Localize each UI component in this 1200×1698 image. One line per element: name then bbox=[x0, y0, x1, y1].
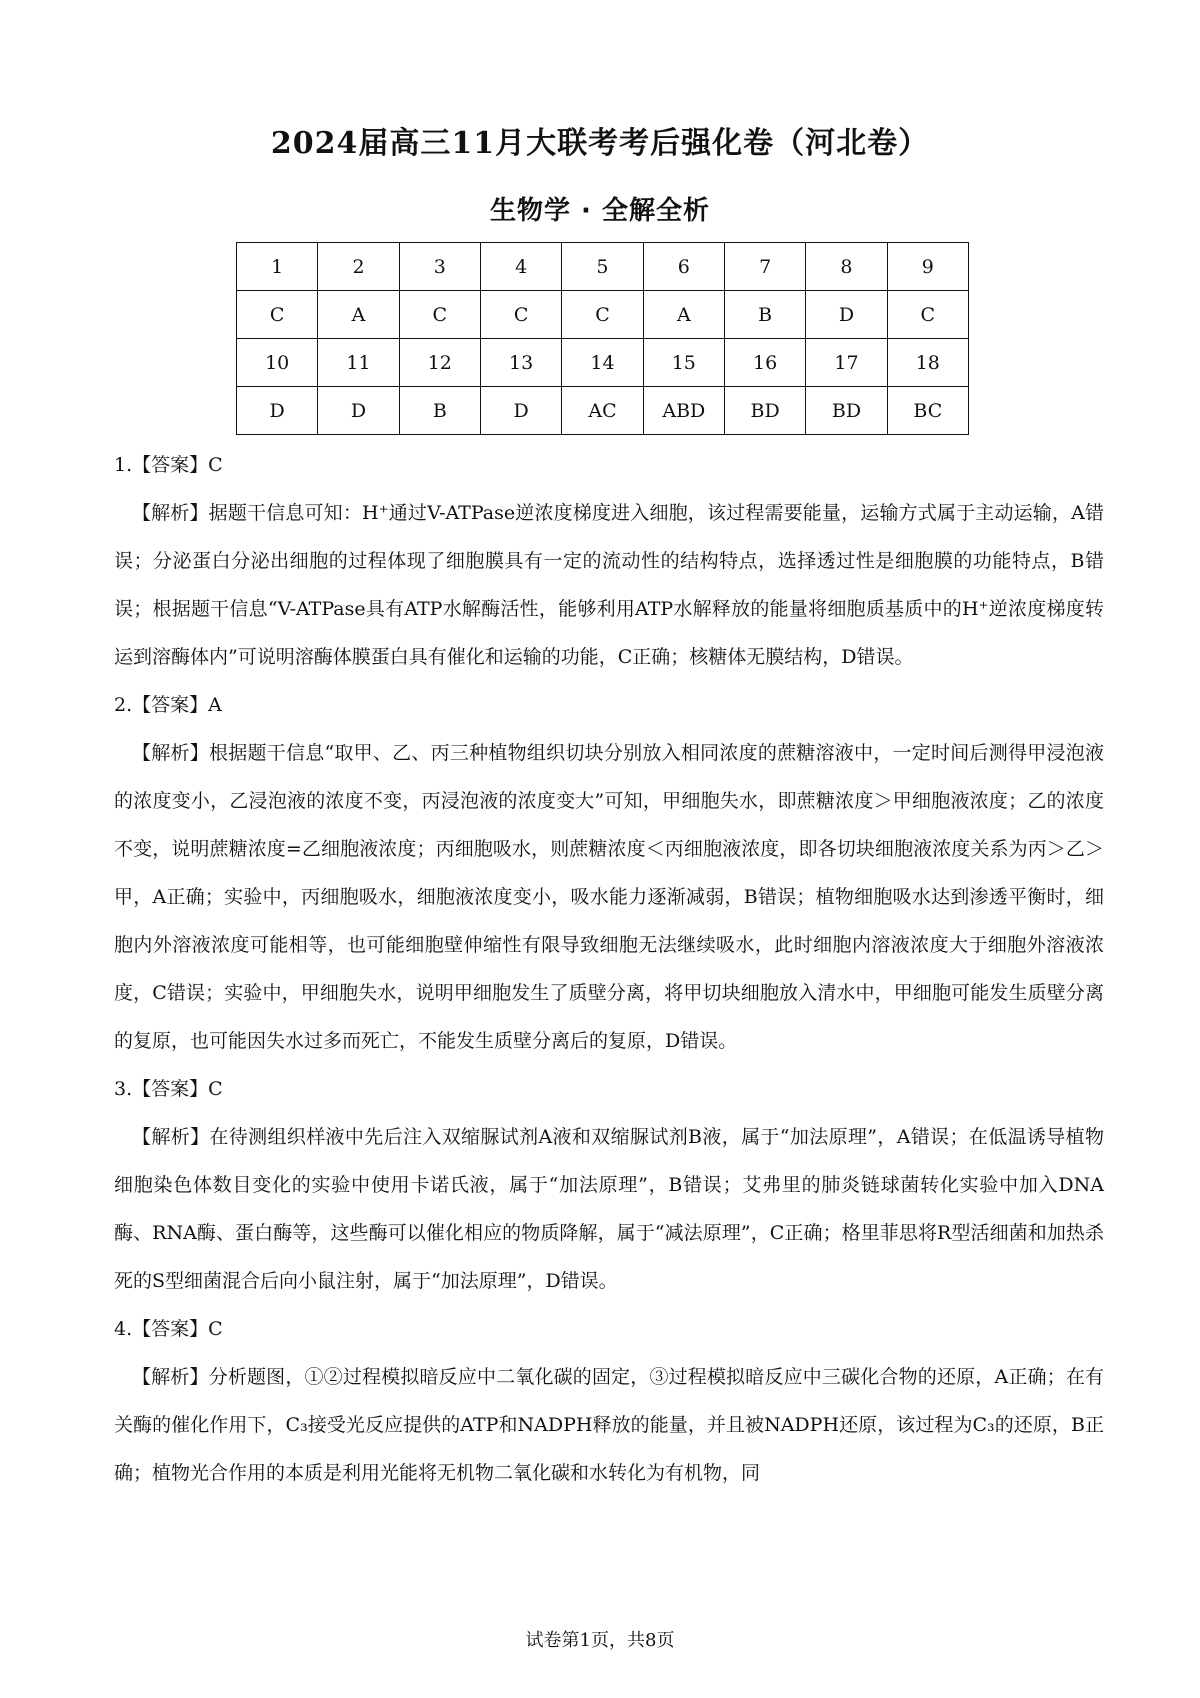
answer-label: 1.【答案】C bbox=[114, 454, 223, 476]
question-number-cell: 14 bbox=[562, 339, 643, 387]
question-number-cell: 8 bbox=[806, 243, 887, 291]
answer-label: 4.【答案】C bbox=[114, 1318, 223, 1340]
answer-table-row bbox=[237, 339, 969, 387]
question-block bbox=[114, 681, 1104, 1065]
answer-cell: A bbox=[643, 291, 724, 339]
question-block bbox=[114, 1065, 1104, 1305]
answer-cell: C bbox=[887, 291, 968, 339]
answer-cell: C bbox=[480, 291, 561, 339]
question-block bbox=[114, 1305, 1104, 1497]
answer-table bbox=[236, 242, 969, 435]
answer-cell: A bbox=[318, 291, 399, 339]
answer-cell: D bbox=[806, 291, 887, 339]
answer-label: 2.【答案】A bbox=[114, 694, 222, 716]
question-number-cell: 9 bbox=[887, 243, 968, 291]
solutions-body bbox=[114, 441, 1104, 1497]
answer-cell: D bbox=[480, 387, 561, 435]
answer-cell: AC bbox=[562, 387, 643, 435]
question-number-cell: 6 bbox=[643, 243, 724, 291]
question-number-cell: 18 bbox=[887, 339, 968, 387]
question-number-cell: 15 bbox=[643, 339, 724, 387]
analysis-text: 【解析】在待测组织样液中先后注入双缩脲试剂A液和双缩脲试剂B液，属于“加法原理”，A错误；在低温诱导植物细胞染色体数目变化的实验中使用卡诺氏液，属于“加法原理”，B错误；艾弗里的肺炎链球菌转化实验中加入DNA酶、RNA酶、蛋白酶等，这些酶可以催化相应的物质降解，属于“减法原理”，C正确；格里菲思将R型活细菌和加热杀死的S型细菌混合后向小鼠注射，属于“加法原理”，D错误。 bbox=[114, 1126, 1104, 1292]
question-number-cell: 10 bbox=[237, 339, 318, 387]
answer-table-row bbox=[237, 291, 969, 339]
answer-cell: C bbox=[399, 291, 480, 339]
question-number-cell: 11 bbox=[318, 339, 399, 387]
answer-cell: B bbox=[399, 387, 480, 435]
question-number-cell: 2 bbox=[318, 243, 399, 291]
analysis-text: 【解析】根据题干信息“取甲、乙、丙三种植物组织切块分别放入相同浓度的蔗糖溶液中，一定时间后测得甲浸泡液的浓度变小，乙浸泡液的浓度不变，丙浸泡液的浓度变大”可知，甲细胞失水，即蔗糖浓度＞甲细胞液浓度；乙的浓度不变，说明蔗糖浓度=乙细胞液浓度；丙细胞吸水，则蔗糖浓度＜丙细胞液浓度，即各切块细胞液浓度关系为丙＞乙＞甲，A正确；实验中，丙细胞吸水，细胞液浓度变小，吸水能力逐渐减弱，B错误；植物细胞吸水达到渗透平衡时，细胞内外溶液浓度可能相等，也可能细胞壁伸缩性有限导致细胞无法继续吸水，此时细胞内溶液浓度大于细胞外溶液浓度，C错误；实验中，甲细胞失水，说明甲细胞发生了质壁分离，将甲切块细胞放入清水中，甲细胞可能发生质壁分离的复原，也可能因失水过多而死亡，不能发生质壁分离后的复原，D错误。 bbox=[114, 742, 1104, 1052]
page-footer: 试卷第1页，共8页 bbox=[525, 1630, 675, 1651]
question-number-cell: 5 bbox=[562, 243, 643, 291]
answer-cell: BD bbox=[724, 387, 805, 435]
answer-cell: D bbox=[237, 387, 318, 435]
question-number-cell: 7 bbox=[724, 243, 805, 291]
answer-cell: ABD bbox=[643, 387, 724, 435]
question-number-cell: 13 bbox=[480, 339, 561, 387]
question-number-cell: 4 bbox=[480, 243, 561, 291]
answer-table-row bbox=[237, 387, 969, 435]
answer-cell: C bbox=[562, 291, 643, 339]
analysis-text: 【解析】据题干信息可知：H⁺通过V-ATPase逆浓度梯度进入细胞，该过程需要能量，运输方式属于主动运输，A错误；分泌蛋白分泌出细胞的过程体现了细胞膜具有一定的流动性的结构特点，选择透过性是细胞膜的功能特点，B错误；根据题干信息“V-ATPase具有ATP水解酶活性，能够利用ATP水解释放的能量将细胞质基质中的H⁺逆浓度梯度转运到溶酶体内”可说明溶酶体膜蛋白具有催化和运输的功能，C正确；核糖体无膜结构，D错误。 bbox=[114, 502, 1104, 668]
document-title: 2024届高三11月大联考考后强化卷（河北卷） bbox=[270, 126, 930, 161]
question-block bbox=[114, 441, 1104, 681]
question-number-cell: 12 bbox=[399, 339, 480, 387]
answer-label: 3.【答案】C bbox=[114, 1078, 223, 1100]
answer-table-row bbox=[237, 243, 969, 291]
answer-cell: B bbox=[724, 291, 805, 339]
document-subtitle: 生物学 · 全解全析 bbox=[490, 196, 710, 226]
question-number-cell: 3 bbox=[399, 243, 480, 291]
answer-cell: BD bbox=[806, 387, 887, 435]
answer-cell: BC bbox=[887, 387, 968, 435]
answer-cell: C bbox=[237, 291, 318, 339]
question-number-cell: 16 bbox=[724, 339, 805, 387]
analysis-text: 【解析】分析题图，①②过程模拟暗反应中二氧化碳的固定，③过程模拟暗反应中三碳化合物的还原，A正确；在有关酶的催化作用下，C₃接受光反应提供的ATP和NADPH释放的能量，并且被NADPH还原，该过程为C₃的还原，B正确；植物光合作用的本质是利用光能将无机物二氧化碳和水转化为有机物，同 bbox=[114, 1366, 1104, 1484]
question-number-cell: 1 bbox=[237, 243, 318, 291]
answer-cell: D bbox=[318, 387, 399, 435]
question-number-cell: 17 bbox=[806, 339, 887, 387]
